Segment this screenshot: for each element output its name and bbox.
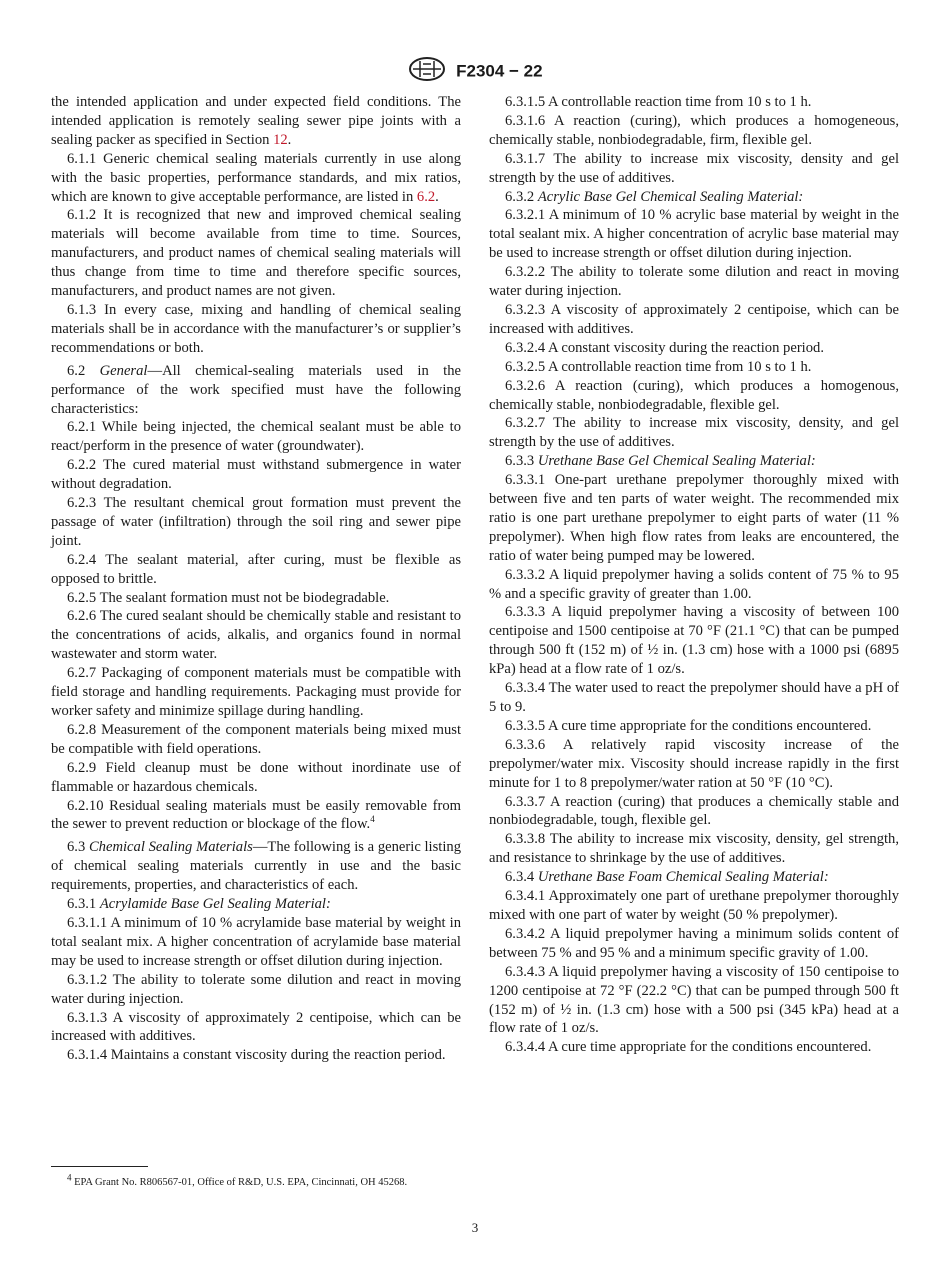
section-number: 6.3.2 — [505, 188, 538, 205]
paragraph — [489, 471, 899, 566]
paragraph — [489, 150, 899, 188]
paragraph — [489, 793, 899, 831]
standard-designation: F2304 − 22 — [456, 61, 543, 81]
paragraph-text: 6.3.3.1 One-part urethane prepolymer thoroughly mixed with between five and ten parts of water weight. The recommended mix ratio is one part urethane prepolymer to eight parts of water (11 % prepolymer). When high flow rates from leaks are encountered, the ratio of water being pumped may be lowered. — [489, 472, 899, 564]
paragraph-text: 6.3.1.5 A controllable reaction time from 10 s to 1 h. — [505, 94, 812, 110]
paragraph-text: 6.3.3.3 A liquid prepolymer having a viscosity of between 100 centipoise and 1500 centipoise at 70 °F (21.1 °C) that can be pumped through 500 ft (152 m) of ½ in. (1.3 cm) hose with a 1000 psi (6895 kPa) head at a flow rate of 1 oz/s. — [489, 604, 899, 678]
paragraph — [51, 607, 461, 664]
paragraph-text: 6.1.1 Generic chemical sealing materials currently in use along with the basic properties, performance standards, and mix ratios, which are known to give acceptable performance, are listed in — [51, 150, 461, 205]
section-number: 6.3.3 — [505, 453, 538, 470]
paragraph-text: 6.2.2 The cured material must withstand submergence in water without degradation. — [51, 457, 461, 493]
paragraph — [51, 551, 461, 589]
section-number: 6.3.1 — [67, 896, 100, 913]
paragraph — [51, 759, 461, 797]
paragraph — [489, 188, 899, 207]
section-heading: General — [99, 362, 148, 379]
section-heading: Urethane Base Gel Chemical Sealing Material: — [537, 453, 816, 470]
paragraph — [51, 494, 461, 551]
section-number: 6.2 — [67, 362, 100, 379]
paragraph-text: 6.3.1.6 A reaction (curing), which produces a homogeneous, chemically stable, nonbiodegradable, firm, flexible gel. — [489, 112, 899, 148]
footnote-text: EPA Grant No. R806567-01, Office of R&D, U.S. EPA, Cincinnati, OH 45268. — [71, 1177, 408, 1188]
paragraph — [489, 603, 899, 679]
paragraph — [489, 301, 899, 339]
paragraph-text: 6.3.3.5 A cure time appropriate for the conditions encountered. — [505, 717, 872, 734]
section-number: 6.3.4 — [505, 869, 538, 886]
paragraph-text: —All chemical-sealing materials used in the performance of the work specified must have the following characteristics: — [51, 362, 461, 417]
paragraph — [489, 112, 899, 150]
section-heading: Acrylic Base Gel Chemical Sealing Material: — [537, 188, 804, 205]
paragraph — [489, 1038, 899, 1057]
paragraph-text: 6.2.7 Packaging of component materials must be compatible with field storage and handling requirements. Packaging must provide for worker safety and minimize spillage during handling. — [51, 665, 461, 719]
paragraph-text: 6.2.6 The cured sealant should be chemically stable and resistant to the concentrations of acids, alkalis, and organics found in normal wastewater and storm water. — [51, 608, 461, 663]
paragraph-text: 6.3.3.2 A liquid prepolymer having a solids content of 75 % to 95 % and a specific gravity of greater than 1.00. — [489, 566, 899, 602]
paragraph-text: 6.3.2.7 The ability to increase mix viscosity, density, and gel strength by the use of additives. — [489, 415, 899, 451]
paragraph — [489, 339, 899, 358]
paragraph — [489, 358, 899, 377]
paragraph-text: 6.3.4.1 Approximately one part of urethane prepolymer thoroughly mixed with one part of water by weight (50 % prepolymer). — [489, 888, 899, 923]
paragraph — [489, 377, 899, 415]
paragraph-text: 6.3.2.1 A minimum of 10 % acrylic base material by weight in the total sealant mix. A higher concentration of acrylic base material may be used to increase strength or offset dilution during injection. — [489, 207, 899, 262]
paragraph — [51, 362, 461, 419]
paragraph — [489, 679, 899, 717]
paragraph-text: 6.3.2.3 A viscosity of approximately 2 centipoise, which can be increased with additives. — [489, 301, 899, 337]
paragraph-text: 6.3.4.2 A liquid prepolymer having a minimum solids content of between 75 % and 95 % and a minimum specific gravity of 1.00. — [489, 925, 899, 961]
paragraph — [489, 93, 899, 112]
paragraph-text: 6.2.10 Residual sealing materials must be easily removable from the sewer to prevent reduction or blockage of the flow. — [51, 797, 461, 833]
section-heading: Acrylamide Base Gel Sealing Material: — [99, 896, 331, 913]
astm-logo-icon — [407, 56, 447, 87]
paragraph — [489, 830, 899, 868]
paragraph-text: 6.1.3 In every case, mixing and handling of chemical sealing materials shall be in accordance with the manufacturer’s or supplier’s recommendations or both. — [51, 301, 461, 356]
paragraph-text: 6.3.2.2 The ability to tolerate some dilution and react in moving water during injection. — [489, 264, 899, 300]
paragraph — [51, 1009, 461, 1047]
paragraph-text: the intended application and under expected field conditions. The intended application is remotely sealing sewer pipe joints with a sealing packer as specified in Section — [51, 94, 461, 148]
footnote-mark: 4 — [67, 1172, 72, 1183]
paragraph-text: 6.3.3.4 The water used to react the prepolymer should have a pH of 5 to 9. — [489, 680, 899, 715]
paragraph — [51, 206, 461, 301]
paragraph — [489, 736, 899, 793]
paragraph-text: 6.3.1.1 A minimum of 10 % acrylamide base material by weight in total sealant mix. A higher concentration of acrylamide base material may be used to increase strength or offset dilution during injection. — [51, 914, 461, 969]
paragraph-text: 6.2.8 Measurement of the component materials being mixed must be compatible with field operations. — [51, 721, 461, 757]
paragraph-text: 6.3.3.8 The ability to increase mix viscosity, density, gel strength, and resistance to shrinkage by the use of additives. — [489, 831, 899, 867]
paragraph-text: 6.3.1.3 A viscosity of approximately 2 centipoise, which can be increased with additives. — [51, 1009, 461, 1045]
paragraph — [51, 797, 461, 835]
paragraph — [51, 1046, 461, 1065]
paragraph-text: 6.2.3 The resultant chemical grout formation must prevent the passage of water (infiltration) through the soil ring and sewer pipe joint. — [51, 495, 461, 549]
paragraph — [51, 589, 461, 608]
paragraph-text: 6.1.2 It is recognized that new and improved chemical sealing materials will become available from time to time. Sources, manufacturers, and product names of chemical sealing materials will thus change from time to time and therefore specific sources, manufacturers, and product names are not given. — [51, 207, 461, 300]
paragraph — [51, 93, 461, 150]
paragraph — [51, 971, 461, 1009]
paragraph — [51, 721, 461, 759]
paragraph-text: —The following is a generic listing of chemical sealing materials currently in use and the basic requirements, properties, and characteristics of each. — [51, 839, 461, 894]
paragraph — [489, 963, 899, 1039]
paragraph-text: 6.2.5 The sealant formation must not be biodegradable. — [67, 589, 390, 606]
paragraph-text: 6.3.2.5 A controllable reaction time from 10 s to 1 h. — [505, 358, 812, 375]
paragraph-text: 6.2.4 The sealant material, after curing, must be flexible as opposed to brittle. — [51, 551, 461, 587]
paragraph — [51, 418, 461, 456]
paragraph-text: 6.2.1 While being injected, the chemical sealant must be able to react/perform in the presence of water (groundwater). — [51, 419, 461, 455]
paragraph — [489, 452, 899, 471]
right-column — [489, 93, 899, 1057]
left-column — [51, 93, 461, 1065]
paragraph — [51, 664, 461, 721]
paragraph-text: . — [287, 131, 292, 148]
section-heading: Urethane Base Foam Chemical Sealing Material: — [537, 869, 829, 886]
section-number: 6.3 — [67, 839, 89, 856]
paragraph-text: . — [435, 188, 439, 205]
paragraph — [51, 914, 461, 971]
section-reference-link[interactable]: 12 — [273, 131, 288, 148]
paragraph — [489, 868, 899, 887]
paragraph — [489, 263, 899, 301]
page-header — [0, 56, 950, 87]
paragraph-text: 6.3.1.4 Maintains a constant viscosity during the reaction period. — [67, 1047, 446, 1064]
paragraph — [51, 150, 461, 207]
paragraph-text: 6.3.4.3 A liquid prepolymer having a viscosity of 150 centipoise to 1200 centipoise at 72 °F (22.2 °C) that can be pumped through 500 ft (152 m) of ½ in. (1.3 cm) hose with a 500 psi (345 kPa) head at a flow rate of 1 oz/s. — [489, 963, 899, 1037]
paragraph-text: 6.3.2.4 A constant viscosity during the reaction period. — [505, 339, 824, 356]
paragraph-text: 6.3.4.4 A cure time appropriate for the conditions encountered. — [505, 1039, 872, 1056]
section-reference-link[interactable]: 6.2 — [416, 188, 436, 205]
paragraph — [51, 895, 461, 914]
section-heading: Chemical Sealing Materials — [88, 839, 253, 856]
page-number: 3 — [471, 1220, 479, 1235]
paragraph — [489, 414, 899, 452]
paragraph-text: 6.2.9 Field cleanup must be done without inordinate use of flammable or hazardous chemicals. — [51, 759, 461, 795]
paragraph — [51, 838, 461, 895]
footnote-divider — [51, 1166, 148, 1167]
paragraph — [489, 925, 899, 963]
paragraph-text: 6.3.2.6 A reaction (curing), which produces a homogenous, chemically stable, nonbiodegradable, flexible gel. — [489, 377, 899, 413]
paragraph — [489, 887, 899, 925]
paragraph — [51, 301, 461, 358]
footnote — [51, 1172, 463, 1188]
paragraph — [51, 456, 461, 494]
paragraph — [489, 717, 899, 736]
paragraph-text: 6.3.1.2 The ability to tolerate some dilution and react in moving water during injection. — [51, 971, 461, 1007]
paragraph-text: 6.3.1.7 The ability to increase mix viscosity, density and gel strength by the use of additives. — [489, 150, 899, 186]
footnote-reference[interactable]: 4 — [370, 814, 375, 825]
paragraph — [489, 206, 899, 263]
paragraph-text: 6.3.3.6 A relatively rapid viscosity increase of the prepolymer/water mix. Viscosity should increase rapidly in the first minute for 1 to 8 prepolymer/water ration at 50 °F (10 °C). — [489, 736, 899, 791]
paragraph — [489, 566, 899, 604]
paragraph-text: 6.3.3.7 A reaction (curing) that produces a chemically stable and nonbiodegradable, tough, flexible gel. — [489, 793, 899, 829]
